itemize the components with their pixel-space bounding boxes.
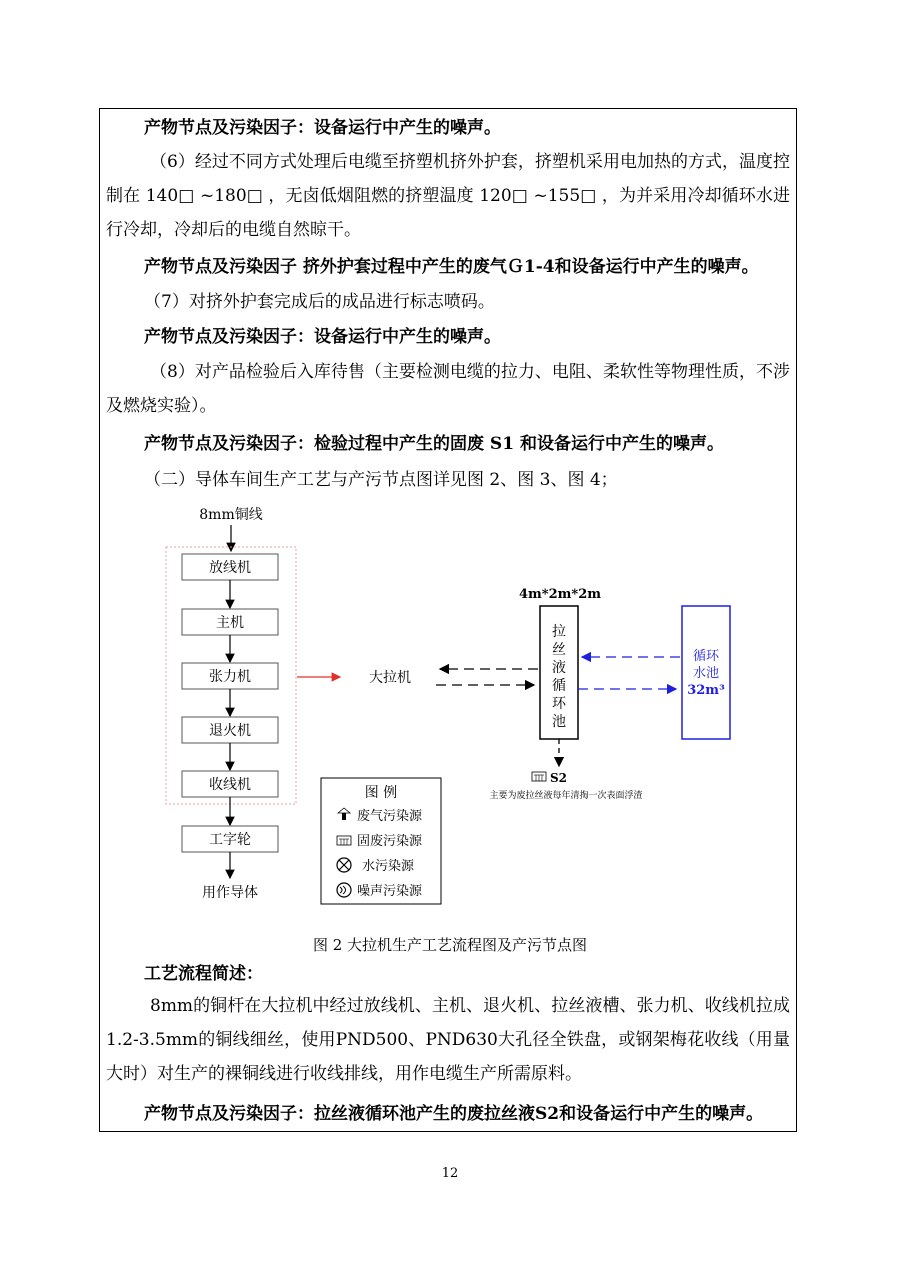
output-label: 用作导体 (202, 885, 258, 901)
legend-item-water: 水污染源 (362, 859, 415, 874)
summary-heading: 工艺流程简述： (144, 964, 263, 984)
legend-item-gas: 废气污染源 (357, 809, 423, 824)
figure-caption: 图 2 大拉机生产工艺流程图及产污节点图 (312, 936, 588, 954)
legend-title: 图 例 (364, 785, 398, 801)
step-8-paragraph: （8）对产品检验后入库待售（主要检测电缆的拉力、电阻、柔软性等物理性质，不涉及燃烧实验）。 (106, 362, 790, 416)
big-drawer-label: 大拉机 (369, 670, 411, 686)
after-step-box (182, 826, 278, 852)
svg-text:液: 液 (552, 660, 566, 676)
svg-text:32m³: 32m³ (687, 683, 725, 698)
tank-size: 4m*2m*2m (519, 587, 601, 602)
summary-pollution: 产物节点及污染因子：拉丝液循环池产生的废拉丝液S2和设备运行中产生的噪声。 (144, 1104, 764, 1124)
noise-icon (337, 883, 351, 897)
svg-text:拉: 拉 (552, 624, 566, 640)
svg-text:退火机: 退火机 (209, 723, 251, 739)
step-box-4 (182, 717, 278, 743)
step-6-paragraph: （6）经过不同方式处理后电缆至挤塑机挤外护套，挤塑机采用电加热的方式，温度控制在 140□ ~180□ ，无卤低烟阻燃的挤塑温度 120□ ~155□ ，为并采用冷却循环水进行冷却，冷却后的电缆自然晾干。 (106, 152, 790, 240)
svg-text:池: 池 (552, 714, 566, 730)
summary-body: 8mm的铜杆在大拉机中经过放线机、主机、退火机、拉丝液槽、张力机、收线机拉成1.2-3.5mm的铜线细丝，使用PND500、PND630大孔径全铁盘，或钢架梅花收线（用量大时）对生产的裸铜线进行收线排线，用作电缆生产所需原料。 (106, 996, 790, 1084)
pollution-note-3: 产物节点及污染因子：设备运行中产生的噪声。 (144, 327, 501, 347)
waste-note: 主要为废拉丝液每年清掏一次表面浮渣 (489, 791, 643, 801)
svg-text:主机: 主机 (216, 615, 244, 631)
section-heading: （二）导体车间生产工艺与产污节点图详见图 2、图 3、图 4； (144, 470, 618, 490)
solid-waste-icon (337, 836, 351, 845)
step-7-paragraph: （7）对挤外护套完成后的成品进行标志喷码。 (144, 292, 495, 312)
solid-waste-icon (532, 772, 546, 781)
legend-item-noise: 噪声污染源 (357, 884, 423, 899)
step-box-3 (182, 663, 278, 689)
svg-text:丝: 丝 (552, 642, 566, 658)
pollution-note-1: 产物节点及污染因子：设备运行中产生的噪声。 (144, 118, 501, 138)
svg-text:水池: 水池 (692, 666, 720, 681)
svg-text:循环: 循环 (692, 649, 720, 664)
page-number: 12 (441, 1166, 459, 1181)
input-label: 8mm铜线 (199, 507, 263, 523)
water-pollution-icon (337, 858, 351, 872)
legend-item-solid: 固废污染源 (357, 834, 423, 849)
step-box-5 (182, 771, 278, 797)
svg-text:工字轮: 工字轮 (209, 832, 251, 848)
step-box-1 (182, 554, 278, 580)
pollution-note-4: 产物节点及污染因子：检验过程中产生的固废 S1 和设备运行中产生的噪声。 (144, 434, 724, 454)
svg-text:张力机: 张力机 (209, 669, 251, 685)
svg-text:放线机: 放线机 (209, 560, 251, 576)
step-box-2 (182, 609, 278, 635)
svg-text:收线机: 收线机 (209, 777, 251, 793)
pollution-note-2: 产物节点及污染因子 挤外护套过程中产生的废气Ｇ1-4和设备运行中产生的噪声。 (144, 257, 759, 277)
waste-label: S2 (550, 771, 568, 785)
svg-text:环: 环 (552, 696, 566, 712)
svg-text:循: 循 (552, 678, 566, 694)
